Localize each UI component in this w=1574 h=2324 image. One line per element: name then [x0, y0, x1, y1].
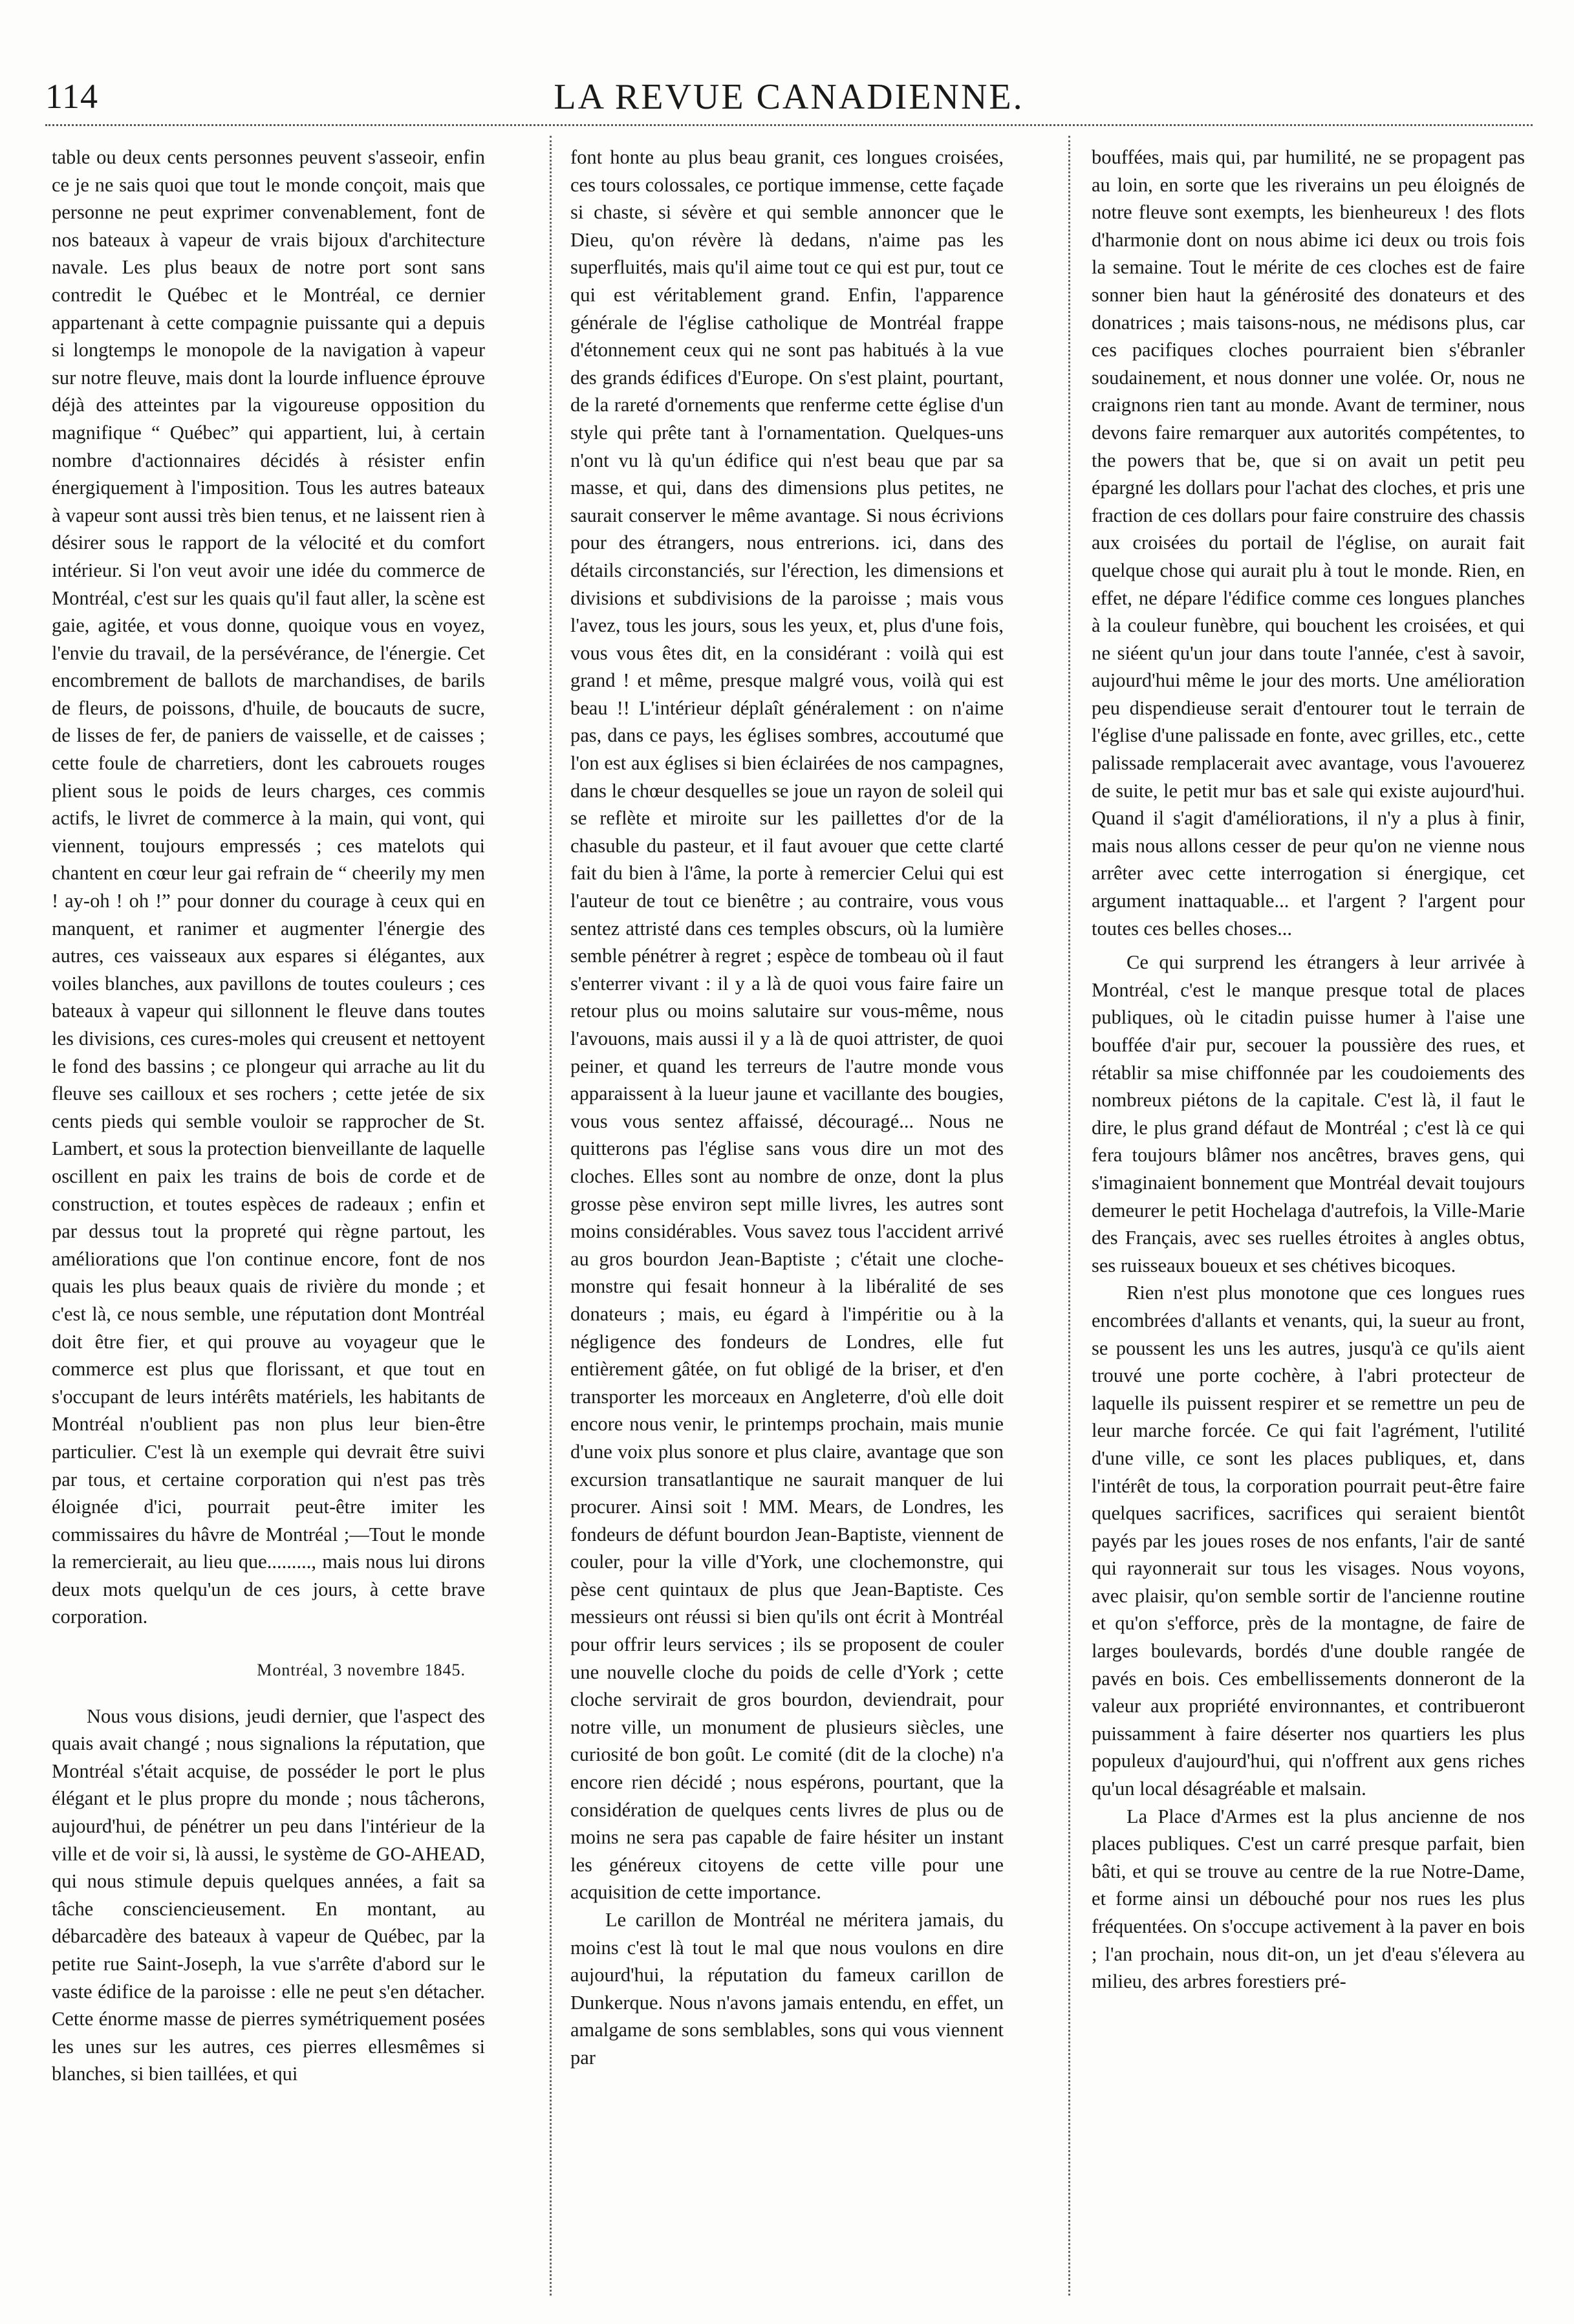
- paragraph: font honte au plus beau granit, ces longues croisées, ces tours colossales, ce portique immense, cette façade si chaste, si sévère et qui semble annoncer que le Dieu, qu'on révère là dedans, n'aime pas les superfluités, mais qu'il aime tout ce qui est pur, tout ce qui est véritablement grand. Enfin, l'apparence générale de l'église catholique de Montréal frappe d'étonnement ceux qui ne sont pas habitués à la vue des grands édifices d'Europe. On s'est plaint, pourtant, de la rareté d'ornements que renferme cette église d'un style qui prête tant à l'ornamentation. Quelques-uns n'ont vu là qu'un édifice qui n'est beau que par sa masse, et qui, dans des dimensions plus petites, ne saurait conserver le même avantage. Si nous écrivions pour des étrangers, nous entrerions. ici, dans des détails circonstanciés, sur l'érection, les dimensions et divisions et subdivisions de la paroisse ; mais vous l'avez, tous les jours, sous les yeux, et, plus d'une fois, vous vous êtes dit, en la considérant : voilà qui est grand ! et même, presque malgré vous, voilà qui est beau !! L'intérieur déplaît généralement : on n'aime pas, dans ce pays, les églises sombres, accoutumé que l'on est aux églises si bien éclairées de nos campagnes, dans le chœur desquelles se joue un rayon de soleil qui se reflète et miroite sur les paillettes d'or de la chasuble du pasteur, et il faut avouer que cette clarté fait du bien à l'âme, la porte à remercier Celui qui est l'auteur de tout ce bienêtre ; au contraire, vous vous sentez attristé dans ces temples obscurs, où la lumière semble pénétrer à regret ; espèce de tombeau où il faut s'enterrer vivant : il y a là de quoi vous faire faire un retour plus ou moins salutaire sur vous-même, nous l'avouons, mais aussi il y a là de quoi attrister, de quoi peiner, et quand les terreurs de l'autre monde vous apparaissent à la lueur jaune et vacillante des bougies, vous vous sentez affaissé, découragé... Nous ne quitterons pas l'église sans vous dire un mot des cloches. Elles sont au nombre de onze, dont la plus grosse pèse environ sept mille livres, les autres sont moins considérables. Vous savez tous l'accident arrivé au gros bourdon Jean-Baptiste ; c'était une cloche-monstre qui fesait honneur à la libéralité de ses donateurs ; mais, eu égard à l'impéritie ou à la négligence des fondeurs de Londres, elle fut entièrement gâtée, on fut obligé de la briser, et d'en transporter les morceaux en Angleterre, d'où elle doit encore nous venir, le printemps prochain, mais munie d'une voix plus sonore et plus claire, avantage que son excursion transatlantique ne saurait manquer de lui procurer. Ainsi soit ! MM. Mears, de Londres, les fondeurs de défunt bourdon Jean-Baptiste, viennent de couler, pour la ville d'York, une clochemonstre, qui pèse cent quintaux de plus que Jean-Baptiste. Ces messieurs ont réussi si bien qu'ils ont écrit à Montréal pour offrir leurs services ; ils se proposent de couler une nouvelle cloche du poids de celle d'York ; cette cloche servirait de gros bourdon, deviendrait, pour notre ville, un monument de plusieurs siècles, une curiosité de bon goût. Le comité (dit de la cloche) n'a encore rien décidé ; nous espérons, pourtant, que la considération de quelques cents livres de plus ou de moins ne sera pas capable de faire hésiter un instant les généreux citoyens de cette ville pour une acquisition de cette importance.: [570, 146, 1004, 1904]
- paragraph: table ou deux cents personnes peuvent s'asseoir, enfin ce je ne sais quoi que tout le monde conçoit, mais que personne ne peut exprimer convenablement, font de nos bateaux à vapeur de vrais bijoux d'architecture navale. Les plus beaux de notre port sont sans contredit le Québec et le Montréal, ce dernier appartenant à cette compagnie puissante qui a depuis si longtemps le monopole de la navigation à vapeur sur notre fleuve, mais dont la lourde influence éprouve déjà des atteintes par la vigoureuse opposition du magnifique “ Québec” qui appartient, lui, à certain nombre d'actionnaires décidés à résister enfin énergiquement à l'imposition. Tous les autres bateaux à vapeur sont aussi très bien tenus, et ne laissent rien à désirer sous le rapport de la vélocité et du comfort intérieur. Si l'on veut avoir une idée du commerce de Montréal, c'est sur les quais qu'il faut aller, la scène est gaie, agitée, et vous donne, quoique vous en voyez, l'envie du travail, de la persévérance, de l'énergie. Cet encombrement de ballots de marchandises, de barils de fleurs, de poissons, d'huile, de boucauts de sucre, de lisses de fer, de paniers de vaisselle, et de caisses ; cette foule de charretiers, dont les cabrouets rouges plient sous le poids de leurs charges, ces commis actifs, le livret de commerce à la main, qui vont, qui viennent, toujours empressés ; ces matelots qui chantent en cœur leur gai refrain de “ cheerily my men ! ay-oh ! oh !” pour donner du courage à ceux qui en manquent, et ranimer et augmenter l'énergie des autres, ces vaisseaux aux espares si élégantes, aux voiles blanches, aux pavillons de toutes couleurs ; ces bateaux à vapeur qui sillonnent le fleuve dans toutes les divisions, ces cures-moles qui creusent et nettoyent le fond des bassins ; ce plongeur qui arrache au lit du fleuve ses cailloux et ses rochers ; cette jetée de six cents pieds qui semble vouloir se rapprocher de St. Lambert, et sous la protection bienveillante de laquelle oscillent en paix les trains de bois de corde et de construction, et toutes espèces de radeaux ; enfin et par dessus tout la propreté qui règne partout, les améliorations que l'on continue encore, font de nos quais les plus beaux quais de rivière du monde ; et c'est là, ce nous semble, une réputation dont Montréal doit être fier, et qui prouve au voyageur que le commerce est plus que florissant, et que tout en s'occupant de leurs intérêts matériels, les habitants de Montréal n'oublient pas non plus leur bien-être particulier. C'est là un exemple qui devrait être suivi par tous, et certaine corporation qui n'est pas très éloignée d'ici, pourrait peut-être imiter les commissaires du hâvre de Montréal ;—Tout le monde la remercierait, au lieu que........., mais nous lui dirons deux mots quelqu'un de ces jours, à cette brave corporation.: [52, 146, 485, 1628]
- paragraph: Nous vous disions, jeudi dernier, que l'aspect des quais avait changé ; nous signalions la réputation, que Montréal s'était acquise, de posséder le port le plus élégant et le plus propre du monde ; nous tâcherons, aujourd'hui, de pénétrer un peu dans l'intérieur de la ville et de voir si, là aussi, le système de GO-AHEAD, qui nous stimule depuis quelques années, a fait sa tâche consciencieusement. En montant, au débarcadère des bateaux à vapeur de Québec, par la petite rue Saint-Joseph, la vue s'arrête d'abord sur le vaste édifice de la paroisse : elle ne peut s'en détacher. Cette énorme masse de pierres symétriquement posées les unes sur les autres, ces pierres ellesmêmes si blanches, si bien taillées, et qui: [52, 1705, 485, 2085]
- paragraph: Ce qui surprend les étrangers à leur arrivée à Montréal, c'est le manque presque total de places publiques, où le citadin puisse humer à l'aise une bouffée d'air pur, secouer la poussière des rues, et rétablir sa mise chiffonnée par les coudoiements des nombreux piétons de la capitale. C'est là, il faut le dire, le plus grand défaut de Montréal ; c'est là ce qui fera toujours blâmer nos ancêtres, braves gens, qui s'imaginaient bonnement que Montréal devait toujours demeurer le petit Hochelaga d'autrefois, la Ville-Marie des Français, avec ses ruelles étroites à angles obtus, ses ruisseaux boueux et ses chétives bicoques.: [1092, 951, 1525, 1276]
- column-separator: [550, 136, 552, 2296]
- column-3: [1092, 144, 1525, 1996]
- column-separator: [1068, 136, 1070, 2296]
- paragraph: Le carillon de Montréal ne méritera jamais, du moins c'est là tout le mal que nous voulons en dire aujourd'hui, la réputation du fameux carillon de Dunkerque. Nous n'avons jamais entendu, en effet, un amalgame de sons semblables, sons qui vous viennent par: [570, 1909, 1004, 2069]
- column-2: [570, 144, 1004, 2072]
- header-rule: [45, 124, 1533, 126]
- paragraph: bouffées, mais qui, par humilité, ne se propagent pas au loin, en sorte que les riverains un peu éloignés de notre fleuve sont exempts, les bienheureux ! des flots d'harmonie dont on nous abime ici deux ou trois fois la semaine. Tout le mérite de ces cloches est de faire sonner bien haut la générosité des donateurs et des donatrices ; mais taisons-nous, ne médisons plus, car ces pacifiques cloches pourraient bien s'ébranler soudainement, et nous donner une volée. Or, nous ne craignons rien tant au monde. Avant de terminer, nous devons faire remarquer aux autorités compétentes, to the powers that be, que si on avait un petit peu épargné les dollars pour l'achat des cloches, et pris une fraction de ces dollars pour faire construire des chassis aux croisées du portail de l'église, on aurait fait quelque chose qui aurait plu à tout le monde. Rien, en effet, ne dépare l'édifice comme ces longues planches à la couleur funèbre, qui bouchent les croisées, et qui ne siéent qu'un jour dans toute l'année, c'est à savoir, aujourd'hui même le jour des morts. Une amélioration peu dispendieuse serait d'entourer tout le terrain de l'église d'une palissade en fonte, avec grilles, etc., cette palissade remplacerait avec avantage, vous l'avouerez de suite, le petit mur bas et sale qui existe aujourd'hui. Quand il s'agit d'améliorations, il n'y a plus à finir, mais nous allons cesser de peur qu'on ne vienne nous arrêter avec cette interrogation si énergique, cet argument inattaquable... et l'argent ? l'argent pour toutes ces belles choses...: [1092, 146, 1525, 940]
- dateline: Montréal, 3 novembre 1845.: [257, 1661, 466, 1680]
- paragraph: La Place d'Armes est la plus ancienne de nos places publiques. C'est un carré presque parfait, bien bâti, et qui se trouve au centre de la rue Notre-Dame, et forme ainsi un débouché pour nos rues les plus fréquentées. On s'occupe activement à la paver en bois ; l'an prochain, nous dit-on, un jet d'eau s'élevera au milieu, des arbres forestiers pré-: [1092, 1805, 1525, 1993]
- column-1: [52, 144, 485, 2088]
- paragraph: Rien n'est plus monotone que ces longues rues encombrées d'allants et venants, qui, la sueur au front, se poussent les uns les autres, jusqu'à ce qu'ils aient trouvé une porte cochère, à l'abri protecteur de laquelle ils puissent respirer et se remettre un peu de leur marche forcée. Ce qui fait l'agrément, l'utilité d'une ville, ce sont les places publiques, et, dans l'intérêt de tous, la corporation pourrait peut-être faire quelques sacrifices, sacrifices qui seraient bientôt payés par les joues roses de nos enfants, l'air de santé qui rayonnerait sur tous les visages. Nous voyons, avec plaisir, qu'on semble sortir de l'ancienne routine et qu'on s'efforce, près de la montagne, de faire de larges boulevards, bordés d'une double rangée de pavés en bois. Ces embellissements donneront de la valeur aux propriété environnantes, et contribueront puissamment à faire déserter nos quartiers les plus populeux d'aujourd'hui, qui n'offrent aux gens riches qu'un local désagréable et malsain.: [1092, 1282, 1525, 1800]
- running-head: LA REVUE CANADIENNE.: [554, 77, 1024, 117]
- page-header: [45, 76, 1533, 128]
- page-number: 114: [45, 77, 98, 116]
